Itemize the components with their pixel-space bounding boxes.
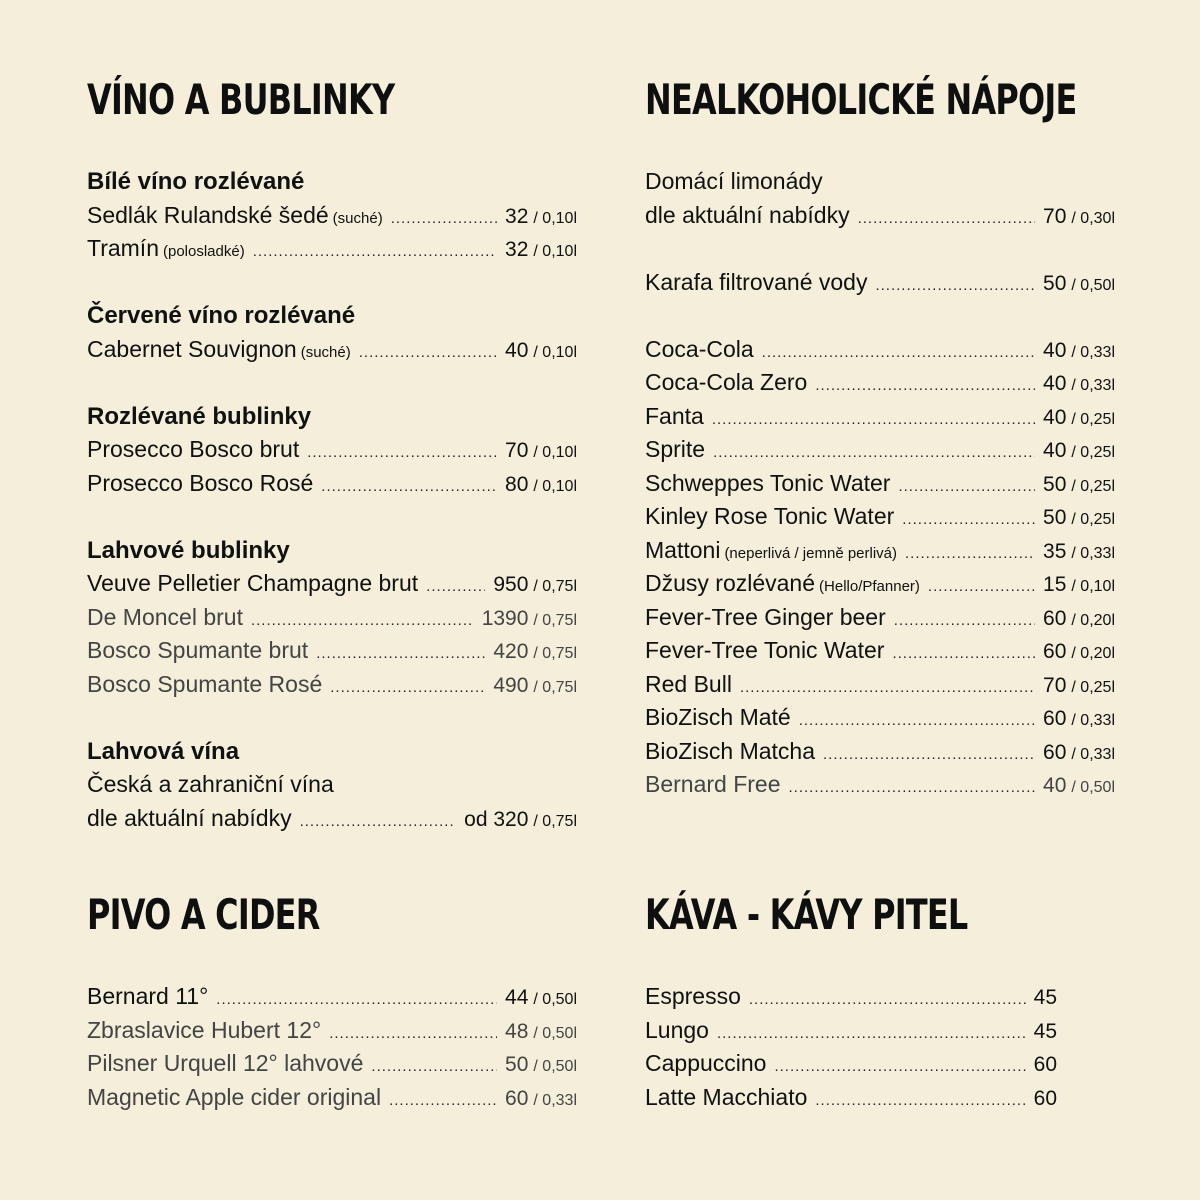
dot-leader [307, 436, 497, 470]
dot-leader [894, 604, 1035, 638]
item-name: Džusy rozlévané [645, 570, 816, 596]
item-volume: / 0,25l [1071, 678, 1115, 696]
dot-leader [762, 336, 1035, 370]
item-volume: / 0,33l [1071, 745, 1115, 763]
item-price: 60 [1043, 740, 1067, 764]
item-name: Zbraslavice Hubert 12° [87, 1016, 322, 1043]
item-volume: / 0,25l [1071, 410, 1115, 428]
item-name: Lungo [645, 1016, 709, 1043]
menu-item [87, 601, 577, 635]
menu-item [645, 366, 1115, 400]
item-price: 45 [1033, 1019, 1057, 1043]
dot-leader [391, 202, 497, 236]
dot-leader [316, 637, 485, 671]
item-price: 40 [1043, 338, 1067, 362]
item-name: Karafa filtrované vody [645, 268, 868, 295]
menu-item [87, 333, 577, 367]
menu-item [87, 1081, 577, 1115]
item-price: 50 [1043, 271, 1067, 295]
dot-leader [905, 537, 1035, 571]
item-name: Tramín [87, 235, 159, 261]
item-volume: / 0,33l [1071, 544, 1115, 562]
item-volume: / 0,33l [1071, 377, 1115, 394]
group-intro: Česká a zahraniční vína [87, 771, 334, 797]
item-name: Fever-Tree Ginger beer [645, 603, 886, 630]
menu-item [645, 768, 1115, 802]
menu-item [645, 400, 1115, 434]
wine-group-white [87, 165, 577, 266]
item-name: BioZisch Matcha [645, 737, 816, 764]
item-volume: / 0,25l [1071, 444, 1115, 461]
item-price: 420 [493, 640, 529, 663]
item-note: (neperlivá / jemně perlivá) [724, 544, 898, 562]
item-name: Bosco Spumante brut [87, 637, 309, 663]
menu-item [645, 333, 1115, 367]
menu-item [87, 567, 577, 601]
wine-section-title: VÍNO A BUBLINKY [87, 75, 395, 124]
item-price: 80 [505, 472, 529, 496]
wine-section [87, 70, 577, 835]
item-price: 48 [505, 1019, 529, 1043]
item-price: 60 [1033, 1086, 1057, 1110]
group-title: Lahvová vína [87, 737, 240, 765]
dot-leader [823, 738, 1035, 772]
menu-item [87, 199, 577, 233]
item-price: 50 [1043, 472, 1067, 496]
wine-group-sparkling-bottle [87, 534, 577, 702]
item-price: 60 [1043, 606, 1067, 630]
item-name: Mattoni [645, 536, 721, 563]
item-name: Cappuccino [645, 1050, 767, 1076]
item-price: 60 [505, 1086, 529, 1110]
item-name: Prosecco Bosco Rosé [87, 469, 314, 496]
item-note: (polosladké) [163, 243, 245, 260]
menu-item [645, 601, 1115, 635]
coffee-section [645, 885, 1115, 1114]
dot-leader [321, 470, 497, 504]
menu-item [645, 634, 1115, 668]
wine-group-red [87, 299, 577, 366]
item-price: 45 [1033, 986, 1057, 1009]
item-price: 950 [493, 573, 529, 596]
item-price: 15 [1043, 573, 1067, 596]
menu-item [645, 701, 1115, 735]
item-volume: / 0,33l [1071, 343, 1115, 361]
dot-leader [892, 637, 1035, 671]
menu-item [645, 1081, 1057, 1115]
beer-section-title: PIVO A CIDER [87, 890, 320, 939]
item-name: Fever-Tree Tonic Water [645, 637, 885, 663]
item-price: 32 [505, 204, 529, 228]
item-name: Sedlák Rulandské šedé [87, 201, 329, 228]
item-price: 40 [1043, 405, 1067, 429]
dot-leader [717, 1017, 1026, 1051]
dot-leader [789, 771, 1036, 805]
item-volume: / 0,10l [533, 209, 577, 227]
item-price: 32 [505, 238, 529, 261]
wine-group-sparkling-glass [87, 400, 577, 501]
item-price: 44 [505, 986, 529, 1009]
dot-leader [426, 570, 485, 604]
item-name: Coca-Cola Zero [645, 369, 808, 395]
item-price: 490 [493, 673, 529, 697]
item-volume: / 0,10l [1071, 578, 1115, 595]
item-name: Latte Macchiato [645, 1083, 808, 1110]
item-price: 40 [1043, 774, 1067, 797]
item-name: Cabernet Souvignon [87, 335, 297, 362]
menu-item [645, 500, 1115, 534]
dot-leader [253, 235, 497, 269]
menu-item [645, 980, 1057, 1014]
dot-leader [799, 704, 1035, 738]
menu-item [645, 567, 1115, 601]
dot-leader [371, 1050, 497, 1084]
menu-item [87, 634, 577, 668]
menu-item [87, 980, 577, 1014]
item-name: Pilsner Urquell 12° lahvové [87, 1050, 364, 1076]
menu-item [87, 433, 577, 467]
item-name: Magnetic Apple cider original [87, 1083, 382, 1110]
item-volume: / 0,75l [533, 645, 577, 662]
item-price: od 320 [464, 807, 529, 831]
dot-leader [713, 436, 1035, 470]
group-title: Červené víno rozlévané [87, 302, 356, 329]
item-volume: / 0,75l [533, 611, 577, 629]
dot-leader [330, 671, 485, 705]
item-volume: / 0,30l [1071, 209, 1115, 227]
menu-item [645, 1014, 1057, 1048]
menu-item [645, 1047, 1057, 1081]
item-name: Kinley Rose Tonic Water [645, 503, 895, 529]
soft-drinks-list [645, 333, 1115, 802]
item-name: Coca-Cola [645, 335, 754, 362]
menu-item [645, 467, 1115, 501]
item-name: Bosco Spumante Rosé [87, 670, 323, 697]
item-name: dle aktuální nabídky [87, 804, 292, 831]
dot-leader [928, 570, 1035, 604]
item-volume: / 0,25l [1071, 511, 1115, 528]
item-name: dle aktuální nabídky [645, 201, 850, 228]
item-price: 40 [1043, 372, 1067, 395]
item-price: 35 [1043, 539, 1067, 563]
item-volume: / 0,20l [1071, 611, 1115, 629]
item-volume: / 0,50l [533, 991, 577, 1008]
group-title: Lahvové bublinky [87, 536, 290, 564]
menu-item [87, 467, 577, 501]
item-volume: / 0,10l [533, 343, 577, 361]
item-volume: / 0,75l [533, 812, 577, 830]
item-price: 70 [1043, 204, 1067, 228]
menu-item [87, 802, 577, 836]
item-name: Espresso [645, 983, 741, 1009]
dot-leader [389, 1084, 497, 1118]
item-volume: / 0,50l [533, 1024, 577, 1042]
dot-leader [749, 983, 1026, 1017]
item-volume: / 0,33l [533, 1091, 577, 1109]
group-title: Rozlévané bublinky [87, 402, 312, 430]
item-name: Red Bull [645, 670, 732, 697]
dot-leader [902, 503, 1035, 537]
item-price: 50 [1043, 506, 1067, 529]
dot-leader [359, 336, 497, 370]
item-price: 60 [1033, 1053, 1057, 1076]
soft-drinks-section [645, 70, 1115, 802]
menu-item [645, 534, 1115, 568]
dot-leader [216, 983, 497, 1017]
item-name: Fanta [645, 402, 704, 429]
dot-leader [329, 1017, 497, 1051]
item-price: 50 [505, 1053, 529, 1076]
item-price: 60 [1043, 707, 1067, 730]
item-volume: / 0,75l [533, 678, 577, 696]
soft-drinks-section-title: NEALKOHOLICKÉ NÁPOJE [645, 75, 1077, 124]
item-note: (suché) [300, 343, 351, 361]
dot-leader [774, 1050, 1025, 1084]
item-price: 40 [505, 338, 529, 362]
item-name: Bernard 11° [87, 983, 209, 1009]
item-note: (suché) [332, 209, 383, 227]
dot-leader [712, 403, 1035, 437]
menu-item [87, 1014, 577, 1048]
item-volume: / 0,10l [533, 243, 577, 260]
group-title: Bílé víno rozlévané [87, 168, 305, 195]
menu-item [87, 1047, 577, 1081]
wine-group-bottled [87, 735, 577, 836]
dot-leader [875, 269, 1035, 303]
menu-item [87, 232, 577, 266]
item-name: Sprite [645, 436, 706, 462]
dot-leader [300, 805, 457, 839]
item-name: Schweppes Tonic Water [645, 469, 891, 496]
lemonade-intro: Domácí limonády [645, 168, 823, 194]
item-volume: / 0,10l [533, 444, 577, 461]
item-name: Bernard Free [645, 771, 781, 797]
item-volume: / 0,10l [533, 477, 577, 495]
item-volume: / 0,50l [1071, 779, 1115, 796]
menu-item [645, 668, 1115, 702]
item-volume: / 0,25l [1071, 477, 1115, 495]
item-name: De Moncel brut [87, 603, 243, 630]
item-name: Prosecco Bosco brut [87, 436, 300, 462]
dot-leader [251, 604, 474, 638]
item-price: 40 [1043, 439, 1067, 462]
dot-leader [815, 1084, 1025, 1118]
coffee-section-title: KÁVA - KÁVY PITEL [645, 890, 968, 939]
menu-item [645, 266, 1115, 300]
dot-leader [815, 369, 1035, 403]
item-volume: / 0,50l [1071, 276, 1115, 294]
item-volume: / 0,33l [1071, 712, 1115, 729]
menu-item [645, 433, 1115, 467]
dot-leader [740, 671, 1035, 705]
item-price: 70 [505, 439, 529, 462]
item-price: 60 [1043, 640, 1067, 663]
item-name: BioZisch Maté [645, 704, 791, 730]
item-price: 1390 [481, 606, 529, 630]
dot-leader [898, 470, 1035, 504]
item-price: 70 [1043, 673, 1067, 697]
item-volume: / 0,20l [1071, 645, 1115, 662]
menu-item [645, 199, 1115, 233]
item-note: (Hello/Pfanner) [819, 578, 920, 595]
dot-leader [858, 202, 1035, 236]
menu-item [87, 668, 577, 702]
item-volume: / 0,75l [533, 578, 577, 595]
beer-section [87, 885, 577, 1114]
menu-item [645, 735, 1115, 769]
item-volume: / 0,50l [533, 1058, 577, 1075]
item-name: Veuve Pelletier Champagne brut [87, 570, 419, 596]
